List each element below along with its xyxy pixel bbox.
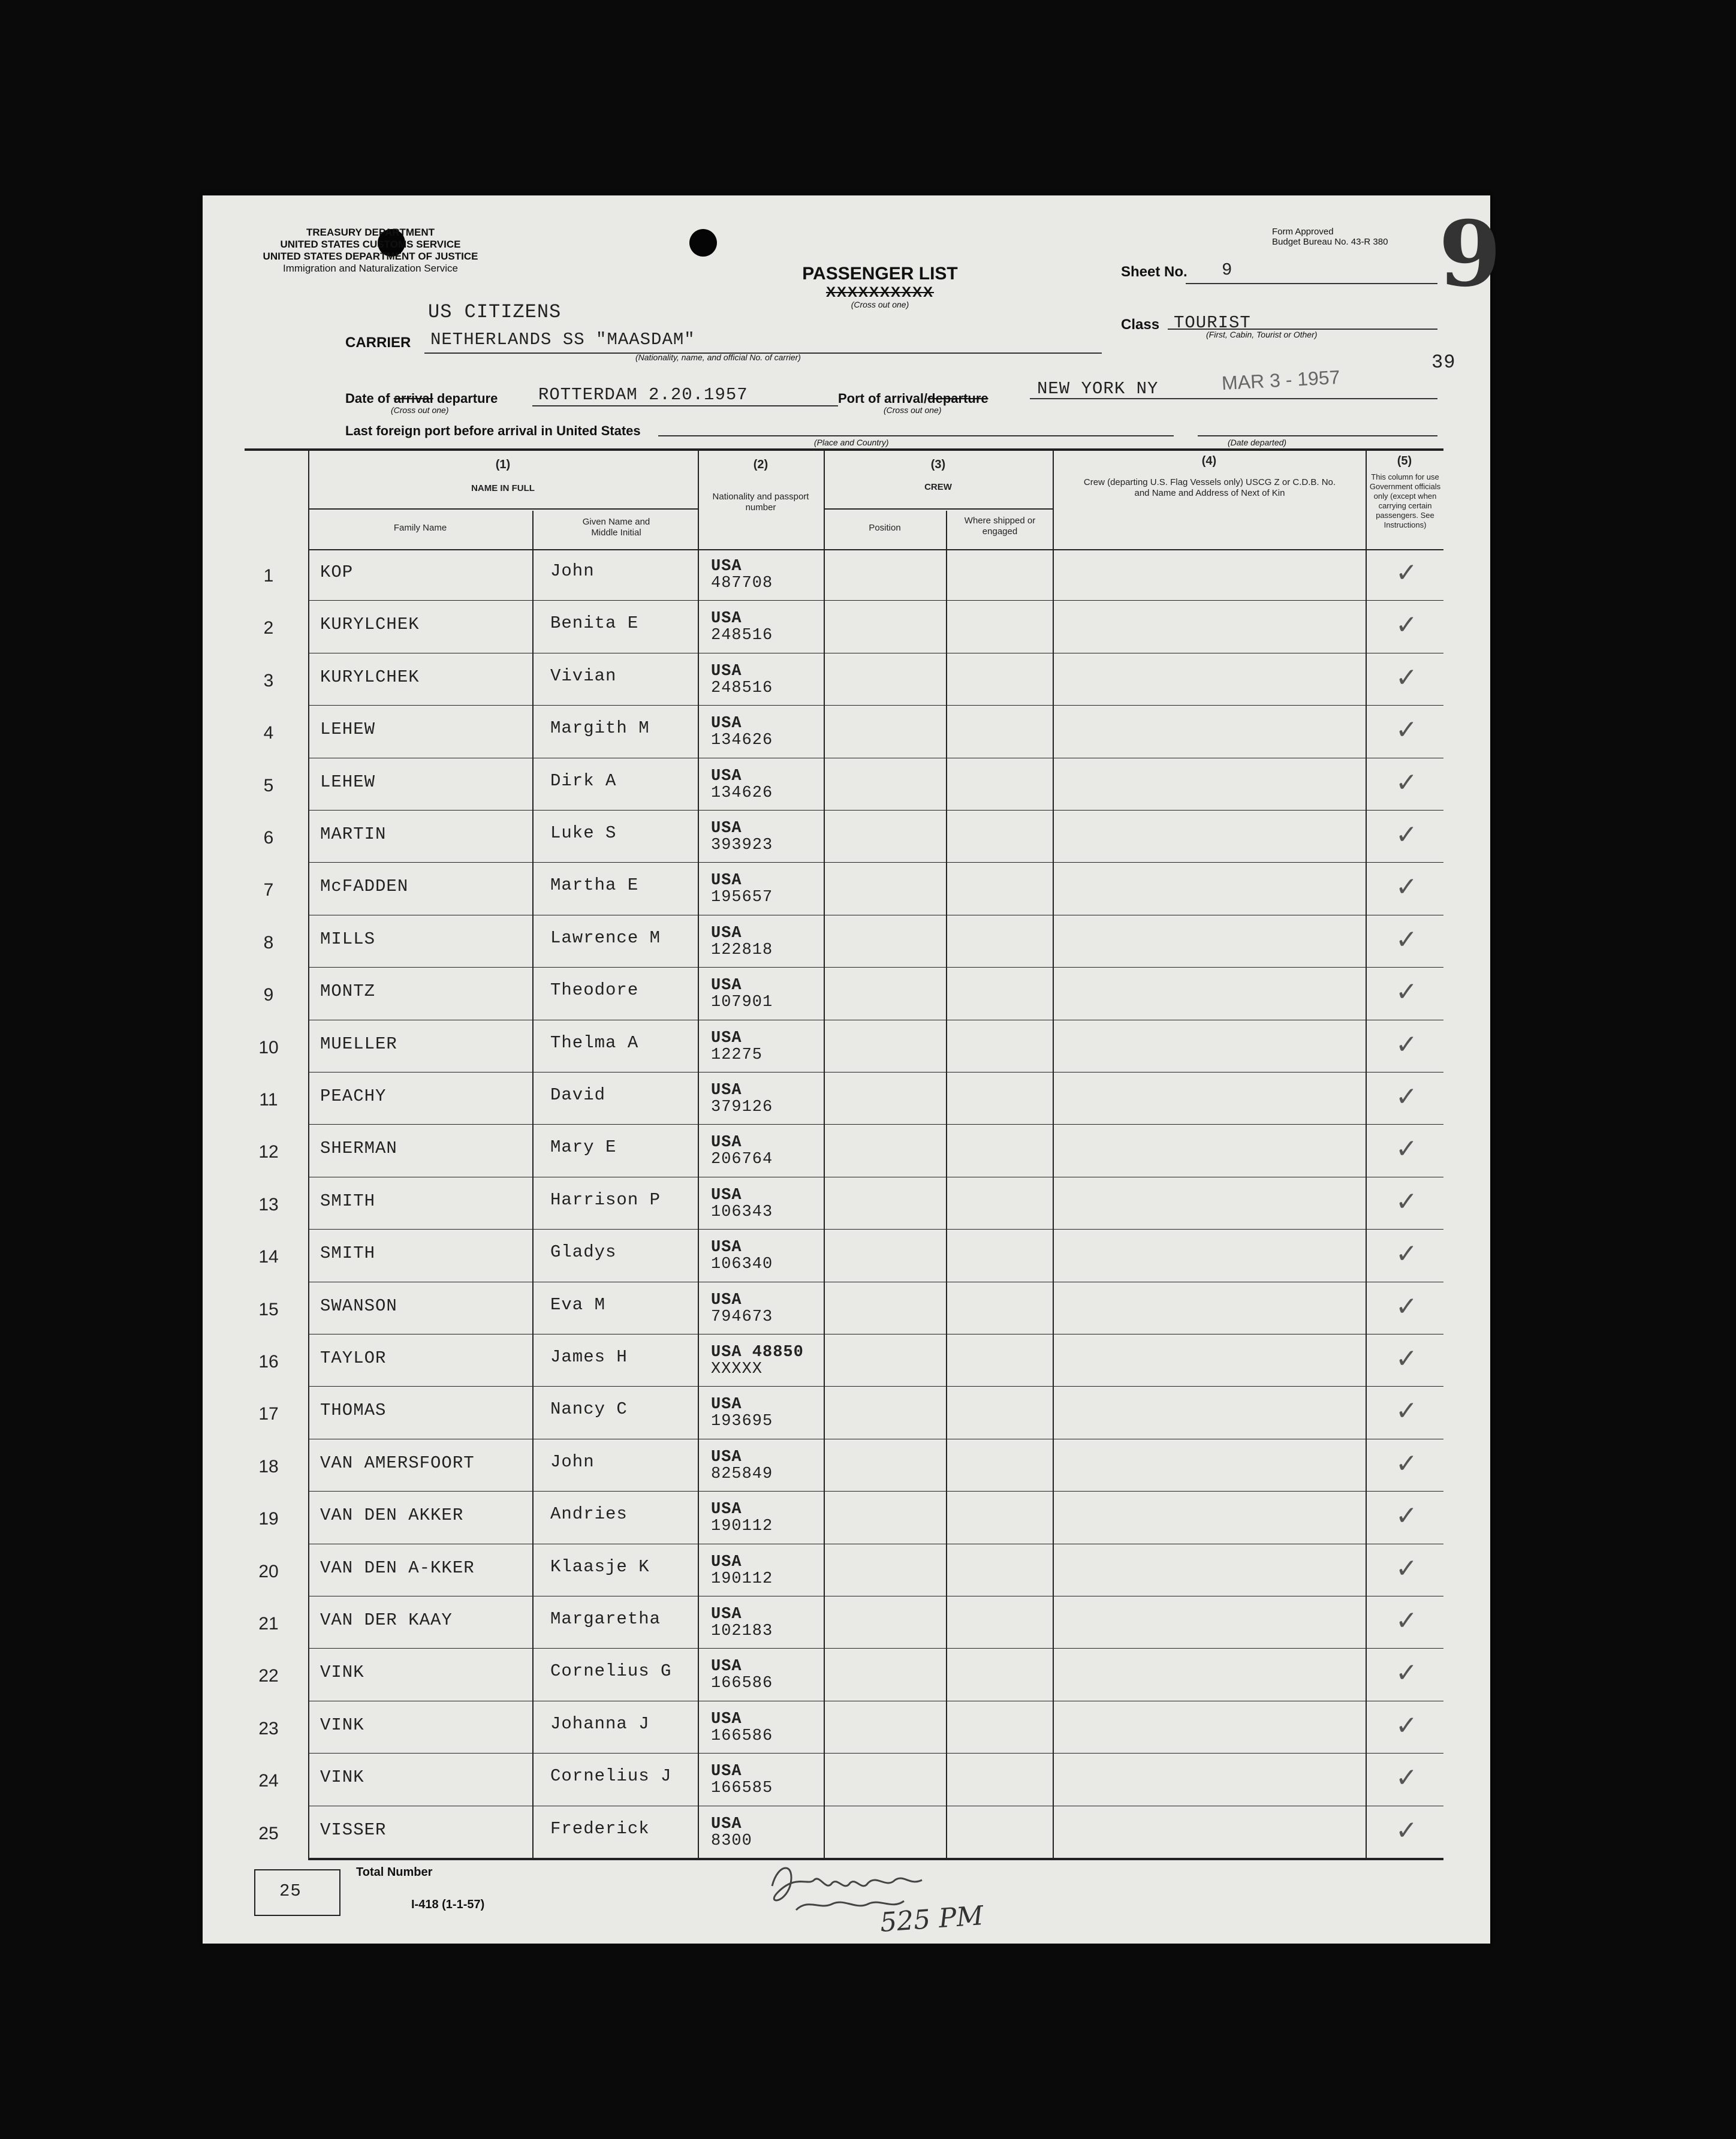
given-name: Johanna J <box>550 1713 650 1734</box>
row-rule <box>308 1124 1443 1125</box>
passport-number: 107901 <box>711 993 773 1012</box>
nationality: USA 48850 <box>711 1343 804 1361</box>
checkmark-icon: ✓ <box>1396 1029 1418 1060</box>
nationality: USA <box>711 1763 742 1781</box>
passport-number: 106340 <box>711 1255 773 1274</box>
row-number: 2 <box>263 618 274 638</box>
checkmark-icon: ✓ <box>1396 715 1418 746</box>
row-number: 7 <box>263 880 274 900</box>
nationality: USA <box>711 1239 742 1257</box>
passport-number: 206764 <box>711 1150 773 1169</box>
row-rule <box>308 1386 1443 1387</box>
passport-number: 379126 <box>711 1098 773 1116</box>
table-row <box>203 1754 1490 1806</box>
header-subrule-name <box>308 508 698 510</box>
checkmark-icon: ✓ <box>1396 558 1418 588</box>
table-row <box>203 1597 1490 1649</box>
family-name: MILLS <box>320 929 376 949</box>
nationality: USA <box>711 1186 742 1204</box>
given-name: Klaasje K <box>550 1556 650 1577</box>
family-name: SWANSON <box>320 1296 397 1316</box>
row-number: 24 <box>258 1771 279 1791</box>
col5-number: (5) <box>1397 454 1412 468</box>
carrier-label: CARRIER <box>345 335 411 351</box>
row-rule <box>308 1491 1443 1492</box>
total-value: 25 <box>279 1881 302 1901</box>
row-rule <box>308 1753 1443 1754</box>
nationality: USA <box>711 1291 742 1309</box>
row-rule <box>308 810 1443 811</box>
table-top-rule <box>245 448 1443 451</box>
checkmark-icon: ✓ <box>1396 1658 1418 1689</box>
class-label: Class <box>1121 317 1160 333</box>
arrival-struck: arrival <box>393 391 433 406</box>
checkmark-icon: ✓ <box>1396 1134 1418 1165</box>
row-rule <box>308 1229 1443 1230</box>
checkmark-icon: ✓ <box>1396 1605 1418 1636</box>
col2-number: (2) <box>753 458 768 471</box>
col5-title: This column for use Government officials only (except when carrying certain passengers. See Instructions) <box>1369 472 1441 529</box>
table-row <box>203 759 1490 811</box>
family-name: MONTZ <box>320 981 376 1002</box>
checkmark-icon: ✓ <box>1396 1448 1418 1479</box>
form-subtitle: (Cross out one) <box>851 300 909 309</box>
family-name: VAN DEN A-KKER <box>320 1557 475 1578</box>
family-name: VINK <box>320 1662 364 1683</box>
passport-number: 12275 <box>711 1046 763 1064</box>
given-name: Andries <box>550 1504 628 1525</box>
nationality: USA <box>711 610 742 628</box>
family-name: VAN AMERSFOORT <box>320 1453 475 1473</box>
sheet-number: 9 <box>1222 260 1233 280</box>
table-row <box>203 654 1490 706</box>
nationality: USA <box>711 715 742 733</box>
family-name: KURYLCHEK <box>320 667 420 687</box>
row-number: 3 <box>263 670 274 691</box>
family-name: VAN DEN AKKER <box>320 1505 464 1526</box>
header-subrule-crew <box>824 508 1053 510</box>
given-name: John <box>550 561 595 581</box>
passport-number: 193695 <box>711 1412 773 1431</box>
departure-value: ROTTERDAM 2.20.1957 <box>538 385 748 405</box>
passenger-list-sheet <box>203 195 1502 1944</box>
carrier-caption: (Nationality, name, and official No. of carrier) <box>635 353 801 362</box>
sheet-no-line <box>1186 283 1437 284</box>
given-name: David <box>550 1085 606 1105</box>
table-row <box>203 1492 1490 1544</box>
passport-number: 487708 <box>711 574 773 592</box>
passport-number: 195657 <box>711 888 773 907</box>
nationality: USA <box>711 924 742 942</box>
sheet-label: Sheet No. <box>1121 264 1188 280</box>
family-name: KOP <box>320 562 354 582</box>
given-name: Thelma A <box>550 1032 639 1053</box>
row-rule <box>308 1648 1443 1649</box>
given-name: Nancy C <box>550 1399 628 1420</box>
row-number: 16 <box>258 1352 279 1372</box>
nationality: USA <box>711 662 742 680</box>
nationality: USA <box>711 767 742 785</box>
family-name: LEHEW <box>320 719 376 740</box>
table-row <box>203 1702 1490 1754</box>
last-date-line <box>1198 435 1437 436</box>
family-name: MUELLER <box>320 1034 397 1054</box>
checkmark-icon: ✓ <box>1396 662 1418 693</box>
family-name: PEACHY <box>320 1086 387 1106</box>
row-number: 17 <box>258 1404 279 1424</box>
family-name: VINK <box>320 1767 364 1788</box>
class-value: TOURIST <box>1174 313 1251 333</box>
date-label-departure: departure <box>436 391 498 406</box>
passport-number: 166585 <box>711 1779 773 1798</box>
passport-number: 166586 <box>711 1674 773 1693</box>
agency-block <box>245 227 496 275</box>
punch-hole-right <box>689 229 717 257</box>
port-line <box>1030 398 1437 399</box>
col4-title: Crew (departing U.S. Flag Vessels only) USCG Z or C.D.B. No. and Name and Address of Next of Kin <box>1083 477 1336 498</box>
nationality: USA <box>711 1815 742 1833</box>
date-cross-out: (Cross out one) <box>391 405 449 415</box>
passport-number: 190112 <box>711 1517 773 1536</box>
total-label: Total Number <box>356 1866 433 1879</box>
form-title-block <box>766 264 994 309</box>
checkmark-icon: ✓ <box>1396 820 1418 850</box>
budget-bureau: Budget Bureau No. 43-R 380 <box>1272 237 1388 247</box>
col3-number: (3) <box>930 458 946 471</box>
table-row <box>203 1335 1490 1387</box>
given-name: Harrison P <box>550 1189 661 1210</box>
checkmark-icon: ✓ <box>1396 1239 1418 1270</box>
passport-number: 134626 <box>711 731 773 750</box>
checkmark-icon: ✓ <box>1396 1710 1418 1741</box>
last-port-label: Last foreign port before arrival in United States <box>345 423 641 438</box>
family-name: VAN DER KAAY <box>320 1610 453 1630</box>
table-row <box>203 1440 1490 1492</box>
total-box <box>254 1869 340 1916</box>
signature-time: 525 PM <box>879 1900 985 1938</box>
table-row <box>203 1021 1490 1073</box>
nationality: USA <box>711 1029 742 1047</box>
checkmark-icon: ✓ <box>1396 1501 1418 1532</box>
big-sheet-number: 9 <box>1439 201 1502 307</box>
row-number: 18 <box>258 1456 279 1477</box>
nationality: USA <box>711 872 742 890</box>
table-row <box>203 968 1490 1020</box>
given-name: Lawrence M <box>550 927 661 948</box>
nationality: USA <box>711 558 742 576</box>
given-name: Dirk A <box>550 770 617 791</box>
nationality: USA <box>711 1553 742 1571</box>
table-row <box>203 1283 1490 1335</box>
passport-number: 190112 <box>711 1569 773 1588</box>
form-title: PASSENGER LIST <box>802 264 958 284</box>
row-number: 8 <box>263 932 274 953</box>
port-label <box>838 391 988 406</box>
row-number: 22 <box>258 1666 279 1686</box>
passport-number: 248516 <box>711 626 773 645</box>
checkmark-icon: ✓ <box>1396 1081 1418 1112</box>
given-name: Margith M <box>550 718 650 739</box>
passport-number: 102183 <box>711 1622 773 1640</box>
given-name: Cornelius J <box>550 1766 672 1786</box>
given-name: Martha E <box>550 875 639 896</box>
given-name: Cornelius G <box>550 1661 672 1682</box>
col2-title: Nationality and passport number <box>712 492 809 513</box>
row-number: 13 <box>258 1194 279 1215</box>
nationality: USA <box>711 820 742 837</box>
col-given-header: Given Name and Middle Initial <box>582 517 650 538</box>
row-number: 23 <box>258 1718 279 1739</box>
given-name: Margaretha <box>550 1609 661 1629</box>
row-number: 21 <box>258 1614 279 1634</box>
family-name: SMITH <box>320 1191 376 1211</box>
family-name: KURYLCHEK <box>320 614 420 635</box>
passport-number: 248516 <box>711 679 773 697</box>
col-family-header: Family Name <box>393 523 447 533</box>
agency-line-2: UNITED STATES CUSTOMS SERVICE <box>280 239 461 250</box>
checkmark-icon: ✓ <box>1396 1396 1418 1427</box>
nationality: USA <box>711 1134 742 1152</box>
checkmark-icon: ✓ <box>1396 1553 1418 1584</box>
nationality: USA <box>711 1501 742 1519</box>
form-approved: Form Approved <box>1272 227 1334 237</box>
given-name: John <box>550 1451 595 1472</box>
carrier-value: NETHERLANDS SS "MAASDAM" <box>430 330 695 350</box>
row-number: 6 <box>263 828 274 848</box>
table-row <box>203 1073 1490 1125</box>
table-row <box>203 916 1490 968</box>
row-number: 14 <box>258 1247 279 1267</box>
date-label <box>345 391 498 406</box>
table-row <box>203 1178 1490 1230</box>
form-approved-block <box>1272 227 1428 247</box>
form-number: I-418 (1-1-57) <box>411 1898 485 1911</box>
row-number: 11 <box>259 1090 278 1110</box>
row-number: 1 <box>263 566 274 586</box>
given-name: Benita E <box>550 613 639 634</box>
table-row <box>203 706 1490 758</box>
checkmark-icon: ✓ <box>1396 924 1418 955</box>
nationality: USA <box>711 1605 742 1623</box>
table-row <box>203 863 1490 915</box>
family-name: TAYLOR <box>320 1348 387 1368</box>
nationality: USA <box>711 1710 742 1728</box>
last-port-line <box>658 435 1174 436</box>
table-row <box>203 1649 1490 1701</box>
checkmark-icon: ✓ <box>1396 872 1418 903</box>
checkmark-icon: ✓ <box>1396 1291 1418 1322</box>
col-position-header: Position <box>869 523 901 533</box>
port-label-text: Port of arrival/ <box>838 391 928 406</box>
col1-number: (1) <box>495 458 511 471</box>
family-name: LEHEW <box>320 772 376 792</box>
passport-number: 794673 <box>711 1307 773 1326</box>
nationality: USA <box>711 1658 742 1676</box>
table-row <box>203 1545 1490 1597</box>
nationality: USA <box>711 977 742 995</box>
port-label-struck: departure <box>927 391 988 406</box>
row-number: 19 <box>258 1509 279 1529</box>
row-number: 15 <box>258 1299 279 1319</box>
page-number: 39 <box>1431 351 1456 373</box>
agency-line-3: UNITED STATES DEPARTMENT OF JUSTICE <box>263 251 478 262</box>
passport-number: 166586 <box>711 1727 773 1745</box>
passport-number: 393923 <box>711 836 773 854</box>
row-number: 20 <box>258 1561 279 1581</box>
col4-number: (4) <box>1201 454 1217 468</box>
checkmark-icon: ✓ <box>1396 1815 1418 1846</box>
passport-number: 825849 <box>711 1465 773 1483</box>
agency-line-1: TREASURY DEPARTMENT <box>306 227 435 238</box>
passport-number: 122818 <box>711 941 773 959</box>
checkmark-icon: ✓ <box>1396 977 1418 1008</box>
row-number: 12 <box>258 1142 279 1162</box>
table-row <box>203 1125 1490 1177</box>
family-name: SHERMAN <box>320 1138 397 1159</box>
passport-number: 134626 <box>711 784 773 802</box>
row-number: 5 <box>263 775 274 796</box>
family-name: VINK <box>320 1715 364 1735</box>
col-shipped-header: Where shipped or engaged <box>964 516 1036 537</box>
checkmark-icon: ✓ <box>1396 1763 1418 1794</box>
port-value: NEW YORK NY <box>1037 379 1159 399</box>
given-name: Vivian <box>550 665 617 686</box>
checkmark-icon: ✓ <box>1396 610 1418 641</box>
date-departed-caption: (Date departed) <box>1228 438 1287 447</box>
col1-title: NAME IN FULL <box>471 483 535 493</box>
table-row <box>203 601 1490 653</box>
checkmark-icon: ✓ <box>1396 767 1418 798</box>
place-caption: (Place and Country) <box>814 438 889 447</box>
row-rule <box>308 705 1443 706</box>
given-name: Mary E <box>550 1137 617 1158</box>
family-name: McFADDEN <box>320 876 409 897</box>
row-number: 9 <box>263 985 274 1005</box>
port-cross-out: (Cross out one) <box>884 405 942 415</box>
nationality: USA <box>711 1448 742 1466</box>
departure-line <box>532 405 838 406</box>
given-name: Gladys <box>550 1242 617 1263</box>
nationality: USA <box>711 1396 742 1414</box>
class-caption: (First, Cabin, Tourist or Other) <box>1206 330 1318 339</box>
col3-title: CREW <box>924 482 952 492</box>
row-number: 10 <box>258 1037 279 1058</box>
given-name: Eva M <box>550 1294 606 1315</box>
row-number: 25 <box>258 1823 279 1843</box>
table-row <box>203 1230 1490 1282</box>
given-name: Frederick <box>550 1818 650 1839</box>
family-name: MARTIN <box>320 824 387 844</box>
table-row <box>203 811 1490 863</box>
family-name: THOMAS <box>320 1400 387 1421</box>
passport-number: 8300 <box>711 1831 752 1850</box>
checkmark-icon: ✓ <box>1396 1186 1418 1217</box>
given-name: James H <box>550 1347 628 1367</box>
form-title-struck: XXXXXXXXXX <box>825 284 935 300</box>
row-rule <box>308 862 1443 863</box>
row-rule <box>308 967 1443 968</box>
passport-number: XXXXX <box>711 1360 763 1378</box>
table-row <box>203 549 1490 601</box>
group-label: US CITIZENS <box>428 301 562 323</box>
family-name: VISSER <box>320 1819 387 1840</box>
checkmark-icon: ✓ <box>1396 1343 1418 1374</box>
date-label-text: Date of <box>345 391 390 406</box>
table-row <box>203 1387 1490 1439</box>
row-number: 4 <box>263 723 274 743</box>
row-rule <box>308 600 1443 601</box>
family-name: SMITH <box>320 1243 376 1264</box>
given-name: Theodore <box>550 980 639 1001</box>
stamp-date: MAR 3 - 1957 <box>1221 366 1341 394</box>
agency-line-4: Immigration and Naturalization Service <box>283 263 458 274</box>
passport-number: 106343 <box>711 1203 773 1221</box>
nationality: USA <box>711 1081 742 1099</box>
given-name: Luke S <box>550 823 617 843</box>
